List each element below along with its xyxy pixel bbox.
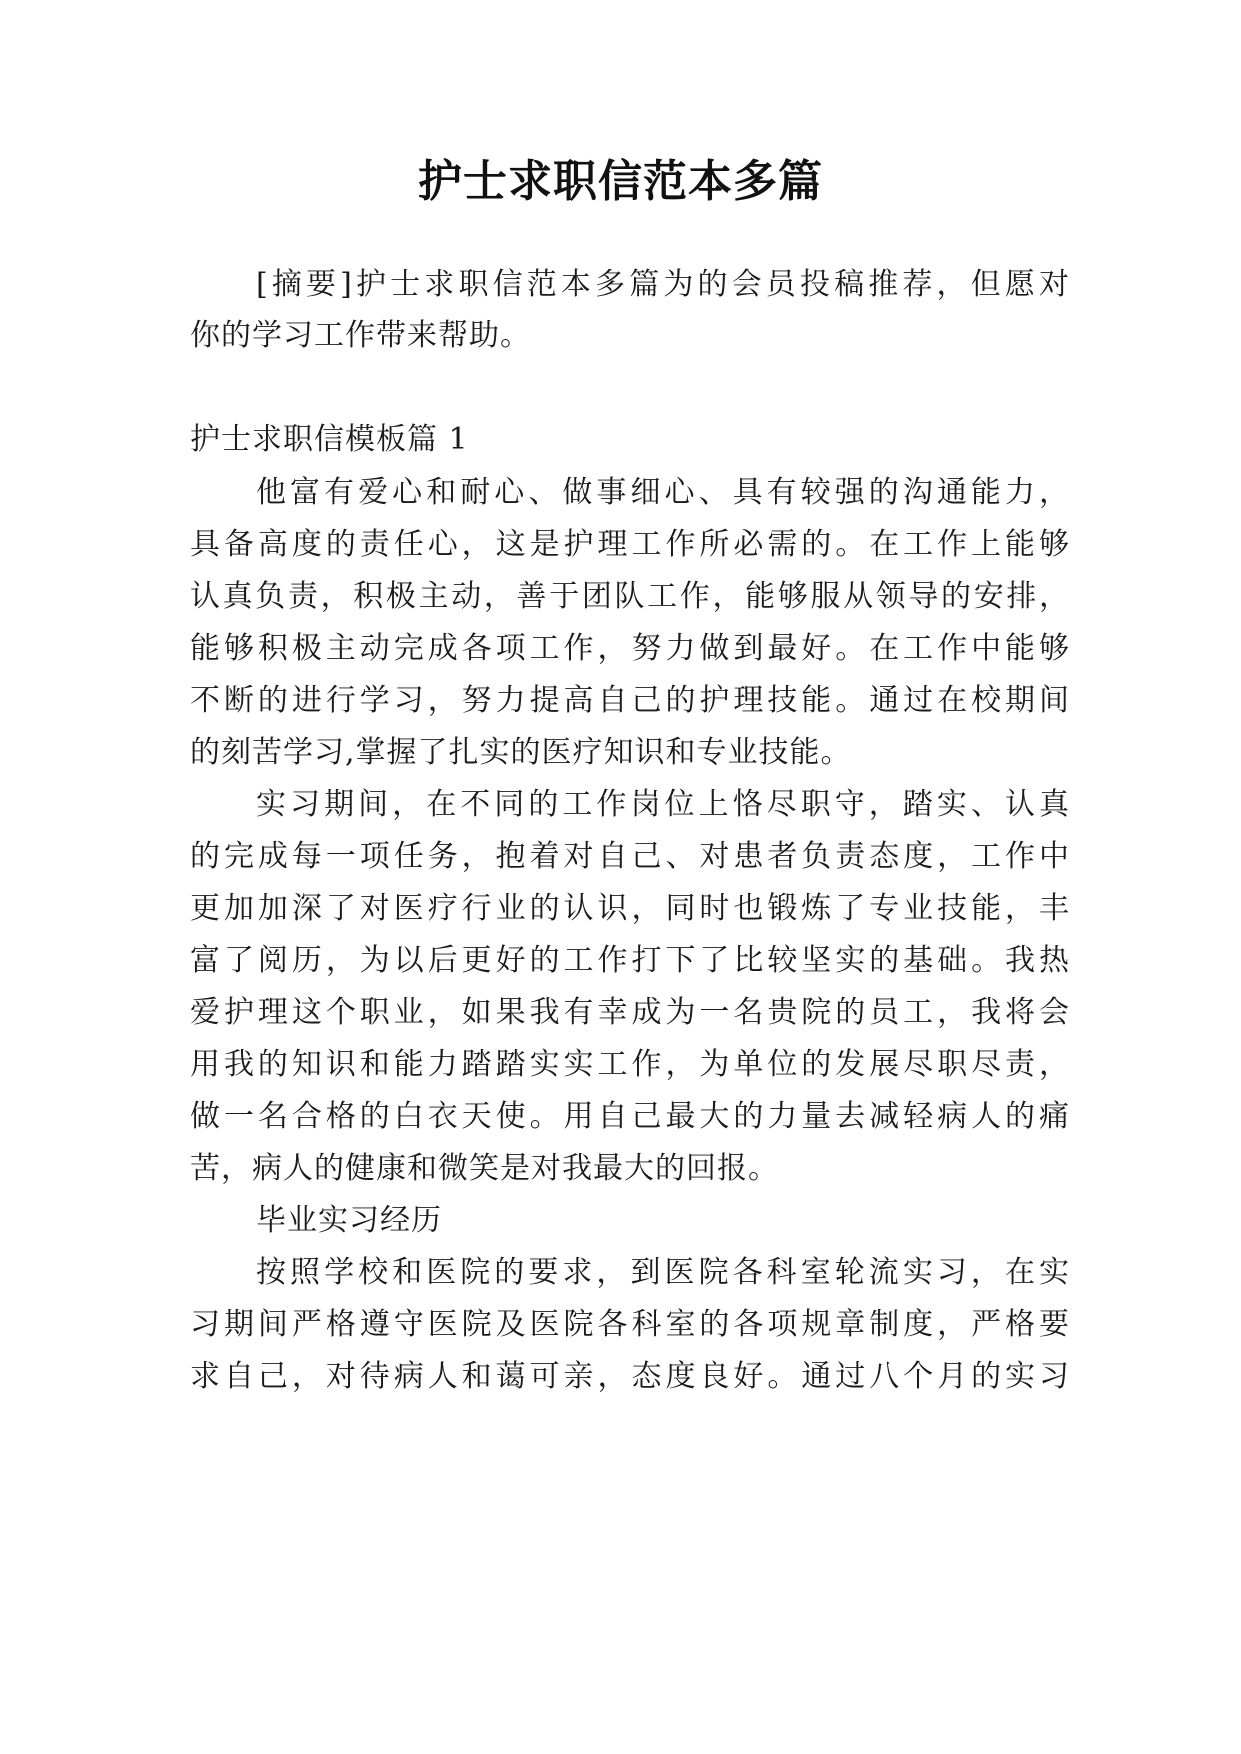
paragraph-line: 能够积极主动完成各项工作，努力做到最好。在工作中能够	[190, 631, 1070, 666]
paragraph-line: 的刻苦学习,掌握了扎实的医疗知识和专业技能。	[190, 735, 852, 770]
paragraph-line: 求自己，对待病人和蔼可亲，态度良好。通过八个月的实习	[190, 1359, 1070, 1394]
paragraph-line: 不断的进行学习，努力提高自己的护理技能。通过在校期间	[190, 683, 1070, 718]
paragraph-line: 更加加深了对医疗行业的认识，同时也锻炼了专业技能，丰	[190, 891, 1070, 926]
subheading: 毕业实习经历	[256, 1203, 442, 1238]
paragraph-line: 苦，病人的健康和微笑是对我最大的回报。	[190, 1151, 779, 1186]
paragraph-line: 做一名合格的白衣天使。用自己最大的力量去减轻病人的痛	[190, 1099, 1070, 1134]
paragraph-line: 实习期间，在不同的工作岗位上恪尽职守，踏实、认真	[256, 787, 1070, 822]
paragraph-line: 习期间严格遵守医院及医院各科室的各项规章制度，严格要	[190, 1307, 1070, 1342]
paragraph-line: 他富有爱心和耐心、做事细心、具有较强的沟通能力，	[256, 475, 1070, 510]
paragraph-line: 具备高度的责任心，这是护理工作所必需的。在工作上能够	[190, 527, 1070, 562]
section-heading: 护士求职信模板篇 1	[190, 422, 469, 457]
abstract-line: 你的学习工作带来帮助。	[190, 318, 531, 353]
abstract-line: [摘要]护士求职信范本多篇为的会员投稿推荐，但愿对	[256, 267, 1070, 302]
paragraph-line: 用我的知识和能力踏踏实实工作，为单位的发展尽职尽责，	[190, 1047, 1070, 1082]
paragraph-line: 富了阅历，为以后更好的工作打下了比较坚实的基础。我热	[190, 943, 1070, 978]
paragraph-line: 爱护理这个职业，如果我有幸成为一名贵院的员工，我将会	[190, 995, 1070, 1030]
paragraph-line: 按照学校和医院的要求，到医院各科室轮流实习，在实	[256, 1255, 1070, 1290]
paragraph-line: 的完成每一项任务，抱着对自己、对患者负责态度，工作中	[190, 839, 1070, 874]
document-title: 护士求职信范本多篇	[418, 156, 823, 207]
paragraph-line: 认真负责，积极主动，善于团队工作，能够服从领导的安排，	[190, 579, 1070, 614]
